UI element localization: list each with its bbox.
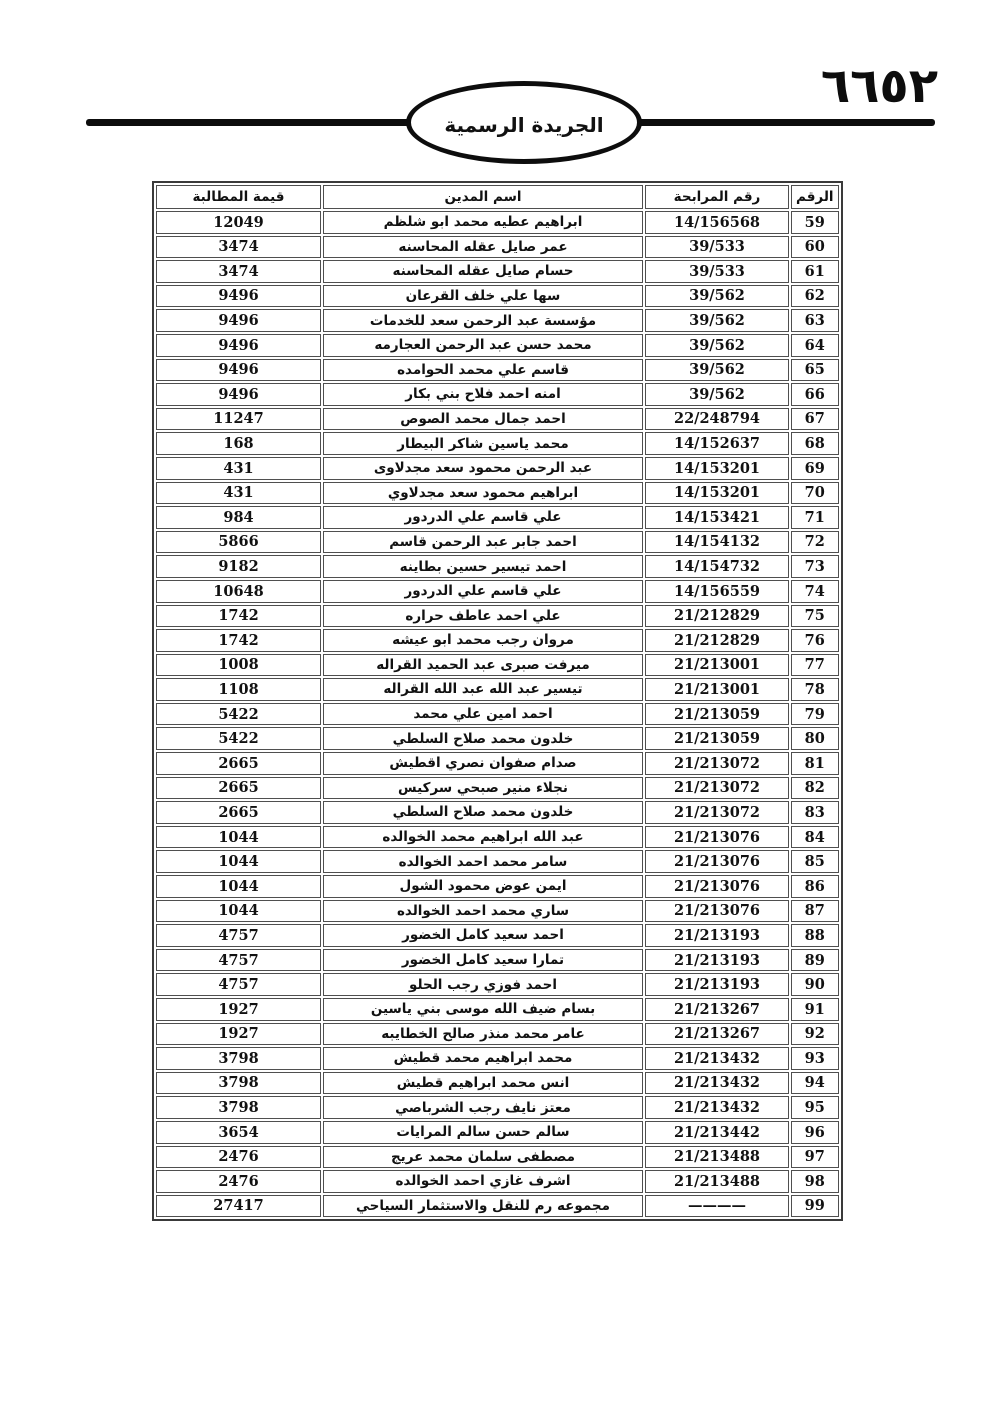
table-row — [156, 703, 839, 726]
row-no: 79 — [791, 703, 839, 726]
row-no: 65 — [791, 359, 839, 382]
table-row — [156, 408, 839, 431]
row-no: 88 — [791, 924, 839, 947]
row-no: 82 — [791, 777, 839, 800]
row-murabaha: 14/154132 — [645, 531, 789, 554]
row-murabaha: 39/562 — [645, 383, 789, 406]
row-murabaha: 39/562 — [645, 334, 789, 357]
row-claim-value: 3474 — [156, 236, 321, 259]
row-no: 86 — [791, 875, 839, 898]
table-row — [156, 1072, 839, 1095]
row-murabaha: 21/213442 — [645, 1121, 789, 1144]
row-no: 91 — [791, 998, 839, 1021]
table-row — [156, 309, 839, 332]
row-claim-value: 3798 — [156, 1096, 321, 1119]
row-claim-value: 431 — [156, 482, 321, 505]
table-row — [156, 900, 839, 923]
row-debtor-name: احمد جابر عبد الرحمن قاسم — [323, 531, 643, 554]
row-debtor-name: ابراهيم عطيه محمد ابو شلظم — [323, 211, 643, 234]
row-debtor-name: معتز نايف رجب الشرباصي — [323, 1096, 643, 1119]
row-claim-value: 3798 — [156, 1047, 321, 1070]
row-debtor-name: احمد فوزي رجب الحلو — [323, 973, 643, 996]
table-row — [156, 432, 839, 455]
row-debtor-name: سها علي خلف القرعان — [323, 285, 643, 308]
row-no: 74 — [791, 580, 839, 603]
row-murabaha: 14/154732 — [645, 555, 789, 578]
row-claim-value: 5422 — [156, 703, 321, 726]
row-debtor-name: ابراهيم محمود سعد مجدلاوي — [323, 482, 643, 505]
row-claim-value: 1044 — [156, 900, 321, 923]
row-murabaha: ———— — [645, 1195, 789, 1218]
row-debtor-name: عبد الله ابراهيم محمد الخوالده — [323, 826, 643, 849]
row-murabaha: 21/213488 — [645, 1146, 789, 1169]
table-row — [156, 236, 839, 259]
table-row — [156, 359, 839, 382]
row-murabaha: 21/213072 — [645, 752, 789, 775]
row-debtor-name: احمد سعيد كامل الخضور — [323, 924, 643, 947]
row-debtor-name: علي قاسم علي الدردور — [323, 580, 643, 603]
row-murabaha: 39/562 — [645, 359, 789, 382]
table-row — [156, 801, 839, 824]
row-claim-value: 4757 — [156, 973, 321, 996]
row-no: 70 — [791, 482, 839, 505]
row-debtor-name: تيسير عبد الله عبد الله القراله — [323, 678, 643, 701]
row-no: 80 — [791, 727, 839, 750]
row-no: 75 — [791, 605, 839, 628]
row-murabaha: 21/213076 — [645, 826, 789, 849]
table-row — [156, 605, 839, 628]
table-row — [156, 580, 839, 603]
row-claim-value: 1044 — [156, 826, 321, 849]
table-row — [156, 285, 839, 308]
table-row — [156, 752, 839, 775]
table-header-row — [156, 185, 839, 209]
row-debtor-name: علي قاسم علي الدردور — [323, 506, 643, 529]
row-debtor-name: خلدون محمد صلاح السلطي — [323, 727, 643, 750]
row-claim-value: 3474 — [156, 260, 321, 283]
row-claim-value: 9496 — [156, 309, 321, 332]
row-debtor-name: نجلاء منير صبحي سركيس — [323, 777, 643, 800]
row-murabaha: 21/213059 — [645, 727, 789, 750]
row-no: 99 — [791, 1195, 839, 1218]
row-debtor-name: علي احمد عاطف حراره — [323, 605, 643, 628]
row-no: 69 — [791, 457, 839, 480]
gazette-banner — [406, 81, 642, 164]
row-claim-value: 3798 — [156, 1072, 321, 1095]
row-claim-value: 168 — [156, 432, 321, 455]
row-claim-value: 1108 — [156, 678, 321, 701]
row-debtor-name: سامر محمد احمد الخوالده — [323, 850, 643, 873]
table-row — [156, 875, 839, 898]
row-murabaha: 14/153201 — [645, 457, 789, 480]
row-murabaha: 14/156568 — [645, 211, 789, 234]
table-row — [156, 973, 839, 996]
table-row — [156, 482, 839, 505]
table-row — [156, 1047, 839, 1070]
row-murabaha: 21/213076 — [645, 875, 789, 898]
table-row — [156, 555, 839, 578]
table-row — [156, 1195, 839, 1218]
row-no: 59 — [791, 211, 839, 234]
row-claim-value: 12049 — [156, 211, 321, 234]
row-debtor-name: سالم حسن سالم المرايات — [323, 1121, 643, 1144]
row-debtor-name: تمارا سعيد كامل الخضور — [323, 949, 643, 972]
row-claim-value: 1742 — [156, 605, 321, 628]
row-no: 98 — [791, 1170, 839, 1193]
table-row — [156, 949, 839, 972]
table-row — [156, 1096, 839, 1119]
row-debtor-name: ميرفت صبرى عبد الحميد القراله — [323, 654, 643, 677]
row-debtor-name: عامر محمد منذر صالح الخطايبه — [323, 1023, 643, 1046]
row-debtor-name: محمد ابراهيم محمد قطيش — [323, 1047, 643, 1070]
row-debtor-name: قاسم علي محمد الحوامده — [323, 359, 643, 382]
row-no: 83 — [791, 801, 839, 824]
row-claim-value: 11247 — [156, 408, 321, 431]
row-claim-value: 9496 — [156, 285, 321, 308]
row-no: 81 — [791, 752, 839, 775]
row-claim-value: 9496 — [156, 359, 321, 382]
row-claim-value: 4757 — [156, 924, 321, 947]
row-claim-value: 2665 — [156, 777, 321, 800]
row-claim-value: 1927 — [156, 998, 321, 1021]
row-murabaha: 14/156559 — [645, 580, 789, 603]
row-no: 90 — [791, 973, 839, 996]
row-debtor-name: مصطفى سلمان محمد عريج — [323, 1146, 643, 1169]
row-debtor-name: مجموعه رم للنقل والاستثمار السياحي — [323, 1195, 643, 1218]
row-no: 77 — [791, 654, 839, 677]
row-murabaha: 21/213193 — [645, 973, 789, 996]
row-claim-value: 10648 — [156, 580, 321, 603]
row-murabaha: 14/153201 — [645, 482, 789, 505]
table-row — [156, 629, 839, 652]
row-murabaha: 22/248794 — [645, 408, 789, 431]
row-murabaha: 21/213432 — [645, 1047, 789, 1070]
row-no: 64 — [791, 334, 839, 357]
row-no: 68 — [791, 432, 839, 455]
row-no: 62 — [791, 285, 839, 308]
row-no: 84 — [791, 826, 839, 849]
row-claim-value: 4757 — [156, 949, 321, 972]
row-claim-value: 1044 — [156, 875, 321, 898]
table-row — [156, 850, 839, 873]
row-no: 73 — [791, 555, 839, 578]
table-row — [156, 998, 839, 1021]
row-murabaha: 39/533 — [645, 236, 789, 259]
row-murabaha: 21/213193 — [645, 949, 789, 972]
table-row — [156, 678, 839, 701]
row-debtor-name: خلدون محمد صلاح السلطي — [323, 801, 643, 824]
row-murabaha: 21/213267 — [645, 1023, 789, 1046]
row-debtor-name: عبد الرحمن محمود سعد مجدلاوى — [323, 457, 643, 480]
row-no: 78 — [791, 678, 839, 701]
table-row — [156, 211, 839, 234]
row-no: 93 — [791, 1047, 839, 1070]
row-no: 95 — [791, 1096, 839, 1119]
row-claim-value: 9182 — [156, 555, 321, 578]
row-murabaha: 21/212829 — [645, 605, 789, 628]
row-debtor-name: بسام ضيف الله موسى بني ياسين — [323, 998, 643, 1021]
row-claim-value: 5866 — [156, 531, 321, 554]
row-no: 97 — [791, 1146, 839, 1169]
row-debtor-name: محمد حسن عبد الرحمن العجارمه — [323, 334, 643, 357]
row-no: 96 — [791, 1121, 839, 1144]
row-murabaha: 39/533 — [645, 260, 789, 283]
row-claim-value: 2476 — [156, 1146, 321, 1169]
row-no: 72 — [791, 531, 839, 554]
row-claim-value: 5422 — [156, 727, 321, 750]
row-murabaha: 21/213001 — [645, 678, 789, 701]
row-claim-value: 1927 — [156, 1023, 321, 1046]
row-claim-value: 1742 — [156, 629, 321, 652]
row-no: 89 — [791, 949, 839, 972]
table-row — [156, 1023, 839, 1046]
table-body — [156, 211, 839, 1217]
row-no: 63 — [791, 309, 839, 332]
row-debtor-name: احمد امين علي محمد — [323, 703, 643, 726]
table-row — [156, 826, 839, 849]
row-murabaha: 21/213059 — [645, 703, 789, 726]
table-row — [156, 506, 839, 529]
table-row — [156, 260, 839, 283]
row-no: 76 — [791, 629, 839, 652]
row-debtor-name: انس محمد ابراهيم قطيش — [323, 1072, 643, 1095]
row-debtor-name: مؤسسة عبد الرحمن سعد للخدمات — [323, 309, 643, 332]
table-row — [156, 457, 839, 480]
table-row — [156, 654, 839, 677]
row-murabaha: 14/153421 — [645, 506, 789, 529]
table-row — [156, 383, 839, 406]
row-no: 87 — [791, 900, 839, 923]
row-debtor-name: حسام صايل عقله المحاسنه — [323, 260, 643, 283]
table-row — [156, 1170, 839, 1193]
row-murabaha: 21/213432 — [645, 1072, 789, 1095]
table-row — [156, 334, 839, 357]
row-no: 67 — [791, 408, 839, 431]
row-debtor-name: امنه احمد فلاح بني بكار — [323, 383, 643, 406]
table-row — [156, 727, 839, 750]
row-claim-value: 9496 — [156, 383, 321, 406]
row-claim-value: 1008 — [156, 654, 321, 677]
row-debtor-name: مروان رجب محمد ابو عيشه — [323, 629, 643, 652]
table-row — [156, 777, 839, 800]
row-claim-value: 1044 — [156, 850, 321, 873]
row-murabaha: 21/213072 — [645, 801, 789, 824]
row-murabaha: 21/213076 — [645, 850, 789, 873]
row-claim-value: 2665 — [156, 752, 321, 775]
row-claim-value: 431 — [156, 457, 321, 480]
row-no: 85 — [791, 850, 839, 873]
header-murabaha: رقم المرابحة — [645, 185, 789, 209]
row-murabaha: 21/213488 — [645, 1170, 789, 1193]
row-claim-value: 3654 — [156, 1121, 321, 1144]
row-debtor-name: احمد تيسير حسين بطاينه — [323, 555, 643, 578]
row-murabaha: 21/213432 — [645, 1096, 789, 1119]
row-claim-value: 2665 — [156, 801, 321, 824]
row-murabaha: 39/562 — [645, 285, 789, 308]
row-claim-value: 2476 — [156, 1170, 321, 1193]
row-no: 61 — [791, 260, 839, 283]
row-no: 92 — [791, 1023, 839, 1046]
row-debtor-name: ايمن عوض محمود الشول — [323, 875, 643, 898]
row-murabaha: 21/212829 — [645, 629, 789, 652]
row-murabaha: 21/213076 — [645, 900, 789, 923]
row-no: 60 — [791, 236, 839, 259]
row-murabaha: 21/213267 — [645, 998, 789, 1021]
row-claim-value: 9496 — [156, 334, 321, 357]
table-row — [156, 531, 839, 554]
row-no: 66 — [791, 383, 839, 406]
page-number: ٦٦٥٢ — [820, 58, 938, 114]
table-row — [156, 1146, 839, 1169]
table-row — [156, 1121, 839, 1144]
table-row — [156, 924, 839, 947]
row-debtor-name: اشرف غازي احمد الخوالده — [323, 1170, 643, 1193]
row-debtor-name: ساري محمد احمد الخوالده — [323, 900, 643, 923]
row-murabaha: 21/213072 — [645, 777, 789, 800]
header-claim-value: قيمة المطالبة — [156, 185, 321, 209]
header-no: الرقم — [791, 185, 839, 209]
row-debtor-name: عمر صايل عقله المحاسنه — [323, 236, 643, 259]
claims-table — [152, 181, 843, 1221]
row-no: 94 — [791, 1072, 839, 1095]
row-murabaha: 39/562 — [645, 309, 789, 332]
banner-title: الجريدة الرسمية — [444, 112, 604, 137]
row-murabaha: 21/213193 — [645, 924, 789, 947]
row-debtor-name: صدام صفوان نصري اقطيش — [323, 752, 643, 775]
row-no: 71 — [791, 506, 839, 529]
row-murabaha: 21/213001 — [645, 654, 789, 677]
row-debtor-name: محمد ياسين شاكر البيطار — [323, 432, 643, 455]
row-debtor-name: احمد جمال محمد الصوص — [323, 408, 643, 431]
header-debtor-name: اسم المدين — [323, 185, 643, 209]
row-claim-value: 27417 — [156, 1195, 321, 1218]
row-claim-value: 984 — [156, 506, 321, 529]
row-murabaha: 14/152637 — [645, 432, 789, 455]
